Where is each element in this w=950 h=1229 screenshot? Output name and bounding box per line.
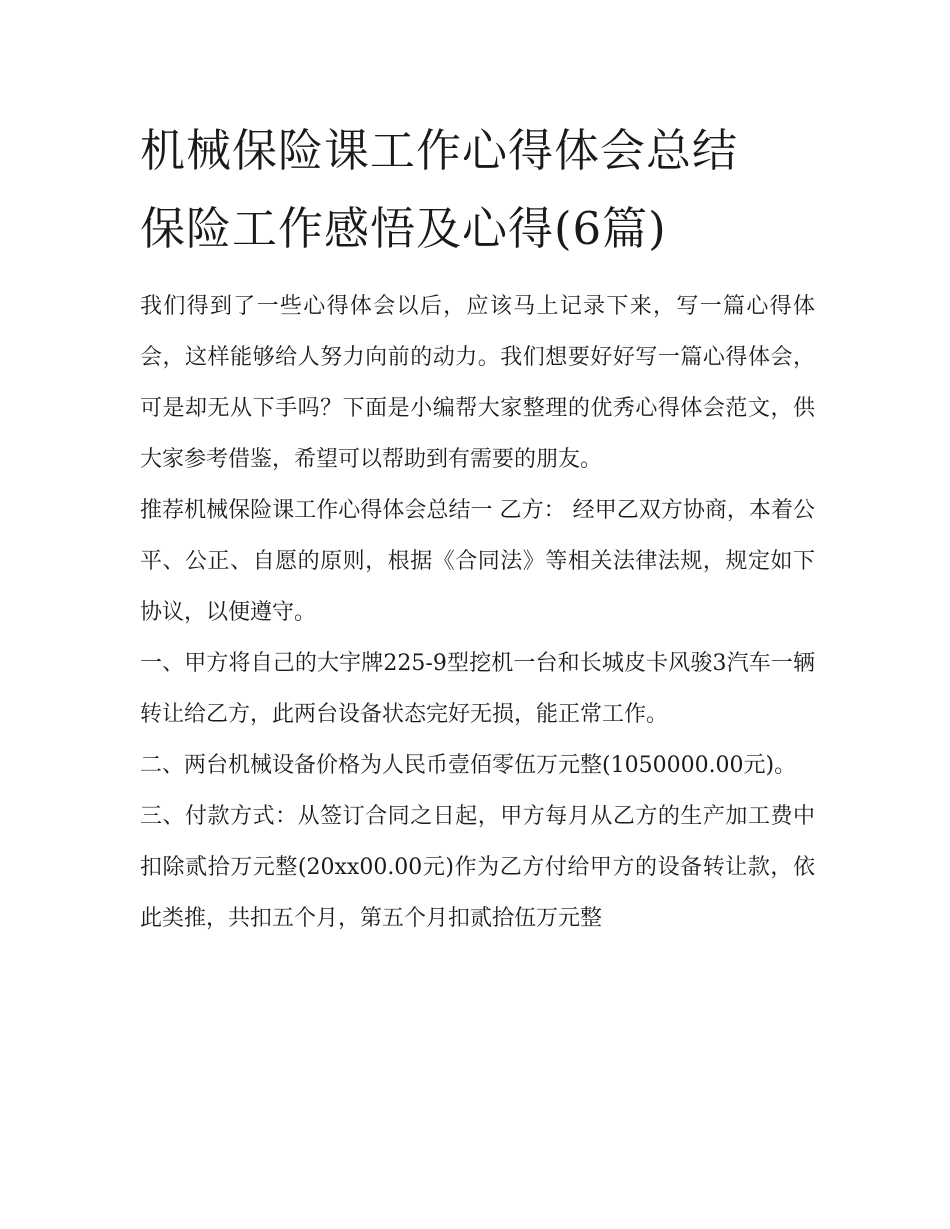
clause-1-paragraph: 一、甲方将自己的大宇牌225-9型挖机一台和长城皮卡风骏3汽车一辆转让给乙方，此两台设备状态完好无损，能正常工作。 (140, 651, 815, 727)
intro-paragraph: 我们得到了一些心得体会以后，应该马上记录下来，写一篇心得体会，这样能够给人努力向前的动力。我们想要好好写一篇心得体会，可是却无从下手吗？下面是小编帮大家整理的优秀心得体会范文，供大家参考借鉴，希望可以帮助到有需要的朋友。 (140, 294, 815, 472)
document-body (140, 112, 815, 944)
title-line-2: 保险工作感悟及心得(6篇) (140, 202, 667, 255)
clause-2-paragraph: 二、两台机械设备价格为人民币壹佰零伍万元整(1050000.00元)。 (140, 753, 797, 778)
document-title (140, 112, 815, 268)
agreement-preamble-paragraph: 推荐机械保险课工作心得体会总结一 乙方： 经甲乙双方协商，本着公平、公正、自愿的原则，根据《合同法》等相关法律法规，规定如下协议，以便遵守。 (140, 498, 815, 625)
title-line-1: 机械保险课工作心得体会总结 (140, 124, 739, 177)
clause-3-paragraph: 三、付款方式：从签订合同之日起，甲方每月从乙方的生产加工费中扣除贰拾万元整(20xx00.00元)作为乙方付给甲方的设备转让款，依此类推，共扣五个月，第五个月扣贰拾伍万元整 (140, 804, 815, 931)
